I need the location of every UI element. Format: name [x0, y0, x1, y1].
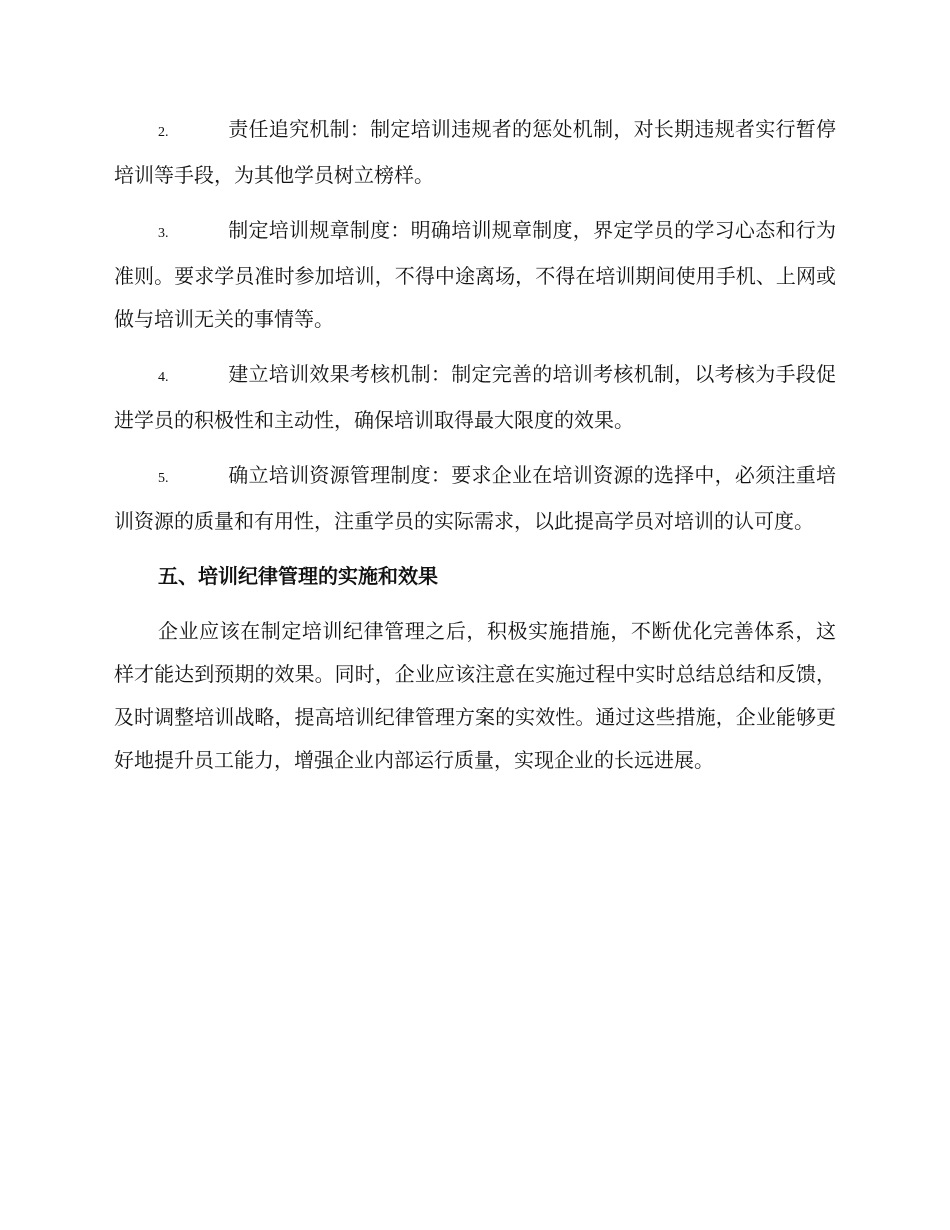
list-item-text: 确立培训资源管理制度：要求企业在培训资源的选择中，必须注重培训资源的质量和有用性，注重学员的实际需求，以此提高学员对培训的认可度。 [114, 463, 836, 533]
list-item [114, 108, 836, 197]
list-item-number: 2. [158, 125, 169, 140]
list-item-number: 5. [158, 471, 169, 486]
list-item [114, 454, 836, 543]
document-body [114, 108, 836, 782]
list-item [114, 353, 836, 442]
list-item-number: 4. [158, 370, 169, 385]
list-item-number: 3. [158, 226, 169, 241]
section-heading: 五、培训纪律管理的实施和效果 [158, 564, 438, 588]
list-item-text: 建立培训效果考核机制：制定完善的培训考核机制，以考核为手段促进学员的积极性和主动性，确保培训取得最大限度的效果。 [114, 362, 836, 432]
list-item-text: 责任追究机制：制定培训违规者的惩处机制，对长期违规者实行暂停培训等手段，为其他学员树立榜样。 [114, 117, 836, 187]
list-item-text: 制定培训规章制度：明确培训规章制度，界定学员的学习心态和行为准则。要求学员准时参加培训，不得中途离场，不得在培训期间使用手机、上网或做与培训无关的事情等。 [114, 218, 836, 331]
list-item [114, 209, 836, 341]
body-paragraph: 企业应该在制定培训纪律管理之后，积极实施措施，不断优化完善体系，这样才能达到预期的效果。同时，企业应该注意在实施过程中实时总结总结和反馈，及时调整培训战略，提高培训纪律管理方案的实效性。通过这些措施，企业能够更好地提升员工能力，增强企业内部运行质量，实现企业的长远进展。 [114, 619, 836, 772]
